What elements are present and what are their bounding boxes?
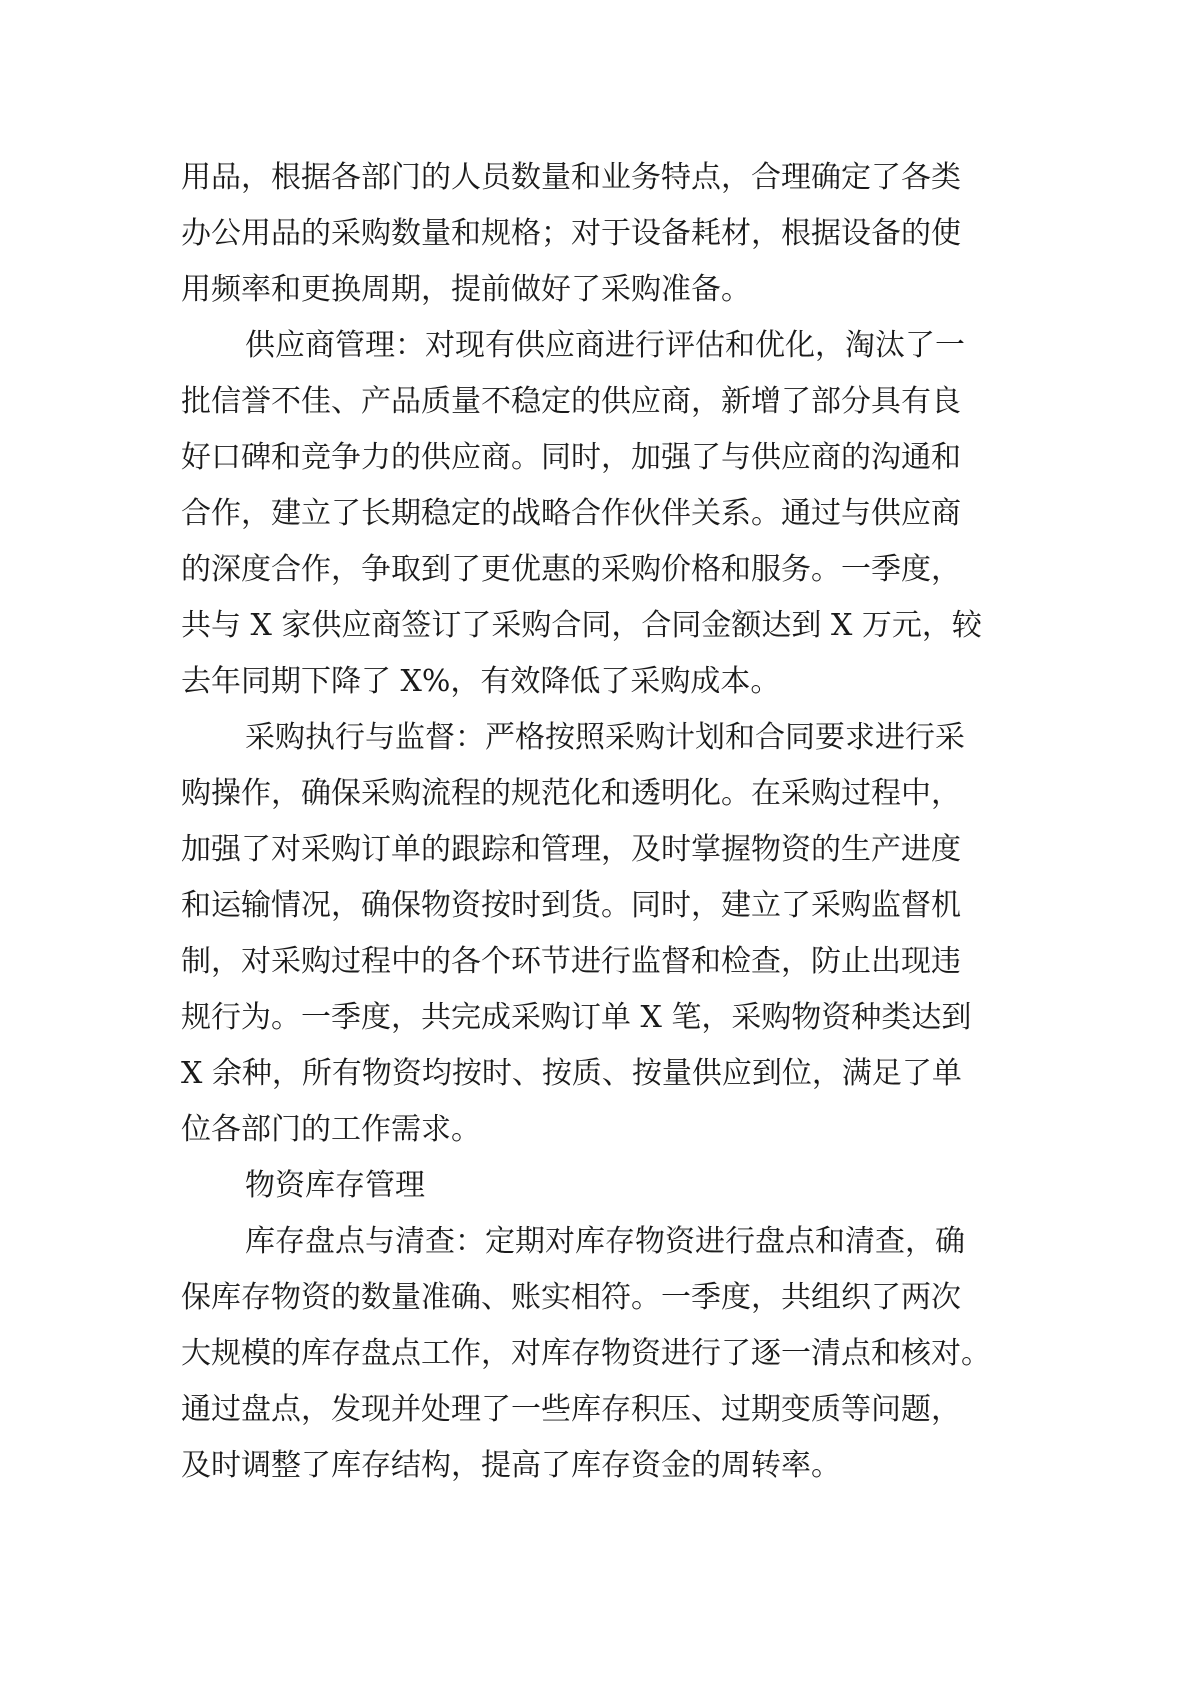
text-line: 用品，根据各部门的人员数量和业务特点，合理确定了各类 [181,160,961,195]
text-line: X 余种，所有物资均按时、按质、按量供应到位，满足了单 [181,1056,962,1091]
text-line: 好口碑和竞争力的供应商。同时，加强了与供应商的沟通和 [181,440,961,475]
text-line: 的深度合作，争取到了更优惠的采购价格和服务。一季度， [181,552,961,587]
document-body [181,150,1041,1494]
text-line: 加强了对采购订单的跟踪和管理，及时掌握物资的生产进度 [181,832,961,867]
text-line: 大规模的库存盘点工作，对库存物资进行了逐一清点和核对。 [181,1336,991,1371]
text-line: 规行为。一季度，共完成采购订单 X 笔，采购物资种类达到 [181,1000,972,1035]
text-line: 批信誉不佳、产品质量不稳定的供应商，新增了部分具有良 [181,384,961,419]
text-line: 制，对采购过程中的各个环节进行监督和检查，防止出现违 [181,944,961,979]
text-line: 办公用品的采购数量和规格；对于设备耗材，根据设备的使 [181,216,961,251]
text-line: 共与 X 家供应商签订了采购合同，合同金额达到 X 万元，较 [181,608,982,643]
text-line: 和运输情况，确保物资按时到货。同时，建立了采购监督机 [181,888,961,923]
text-line: 去年同期下降了 X%，有效降低了采购成本。 [181,664,781,699]
text-line: 位各部门的工作需求。 [181,1112,481,1147]
text-line: 购操作，确保采购流程的规范化和透明化。在采购过程中， [181,776,961,811]
text-line: 合作，建立了长期稳定的战略合作伙伴关系。通过与供应商 [181,496,961,531]
text-line: 及时调整了库存结构，提高了库存资金的周转率。 [181,1448,841,1483]
text-line: 通过盘点，发现并处理了一些库存积压、过期变质等问题， [181,1392,961,1427]
section-heading-inventory: 物资库存管理 [245,1168,425,1203]
paragraph-start-supplier-management: 供应商管理：对现有供应商进行评估和优化，淘汰了一 [245,328,965,363]
text-line: 用频率和更换周期，提前做好了采购准备。 [181,272,751,307]
text-line: 保库存物资的数量准确、账实相符。一季度，共组织了两次 [181,1280,961,1315]
paragraph-start-inventory-check: 库存盘点与清查：定期对库存物资进行盘点和清查，确 [245,1224,965,1259]
paragraph-start-procurement-execution: 采购执行与监督：严格按照采购计划和合同要求进行采 [245,720,965,755]
